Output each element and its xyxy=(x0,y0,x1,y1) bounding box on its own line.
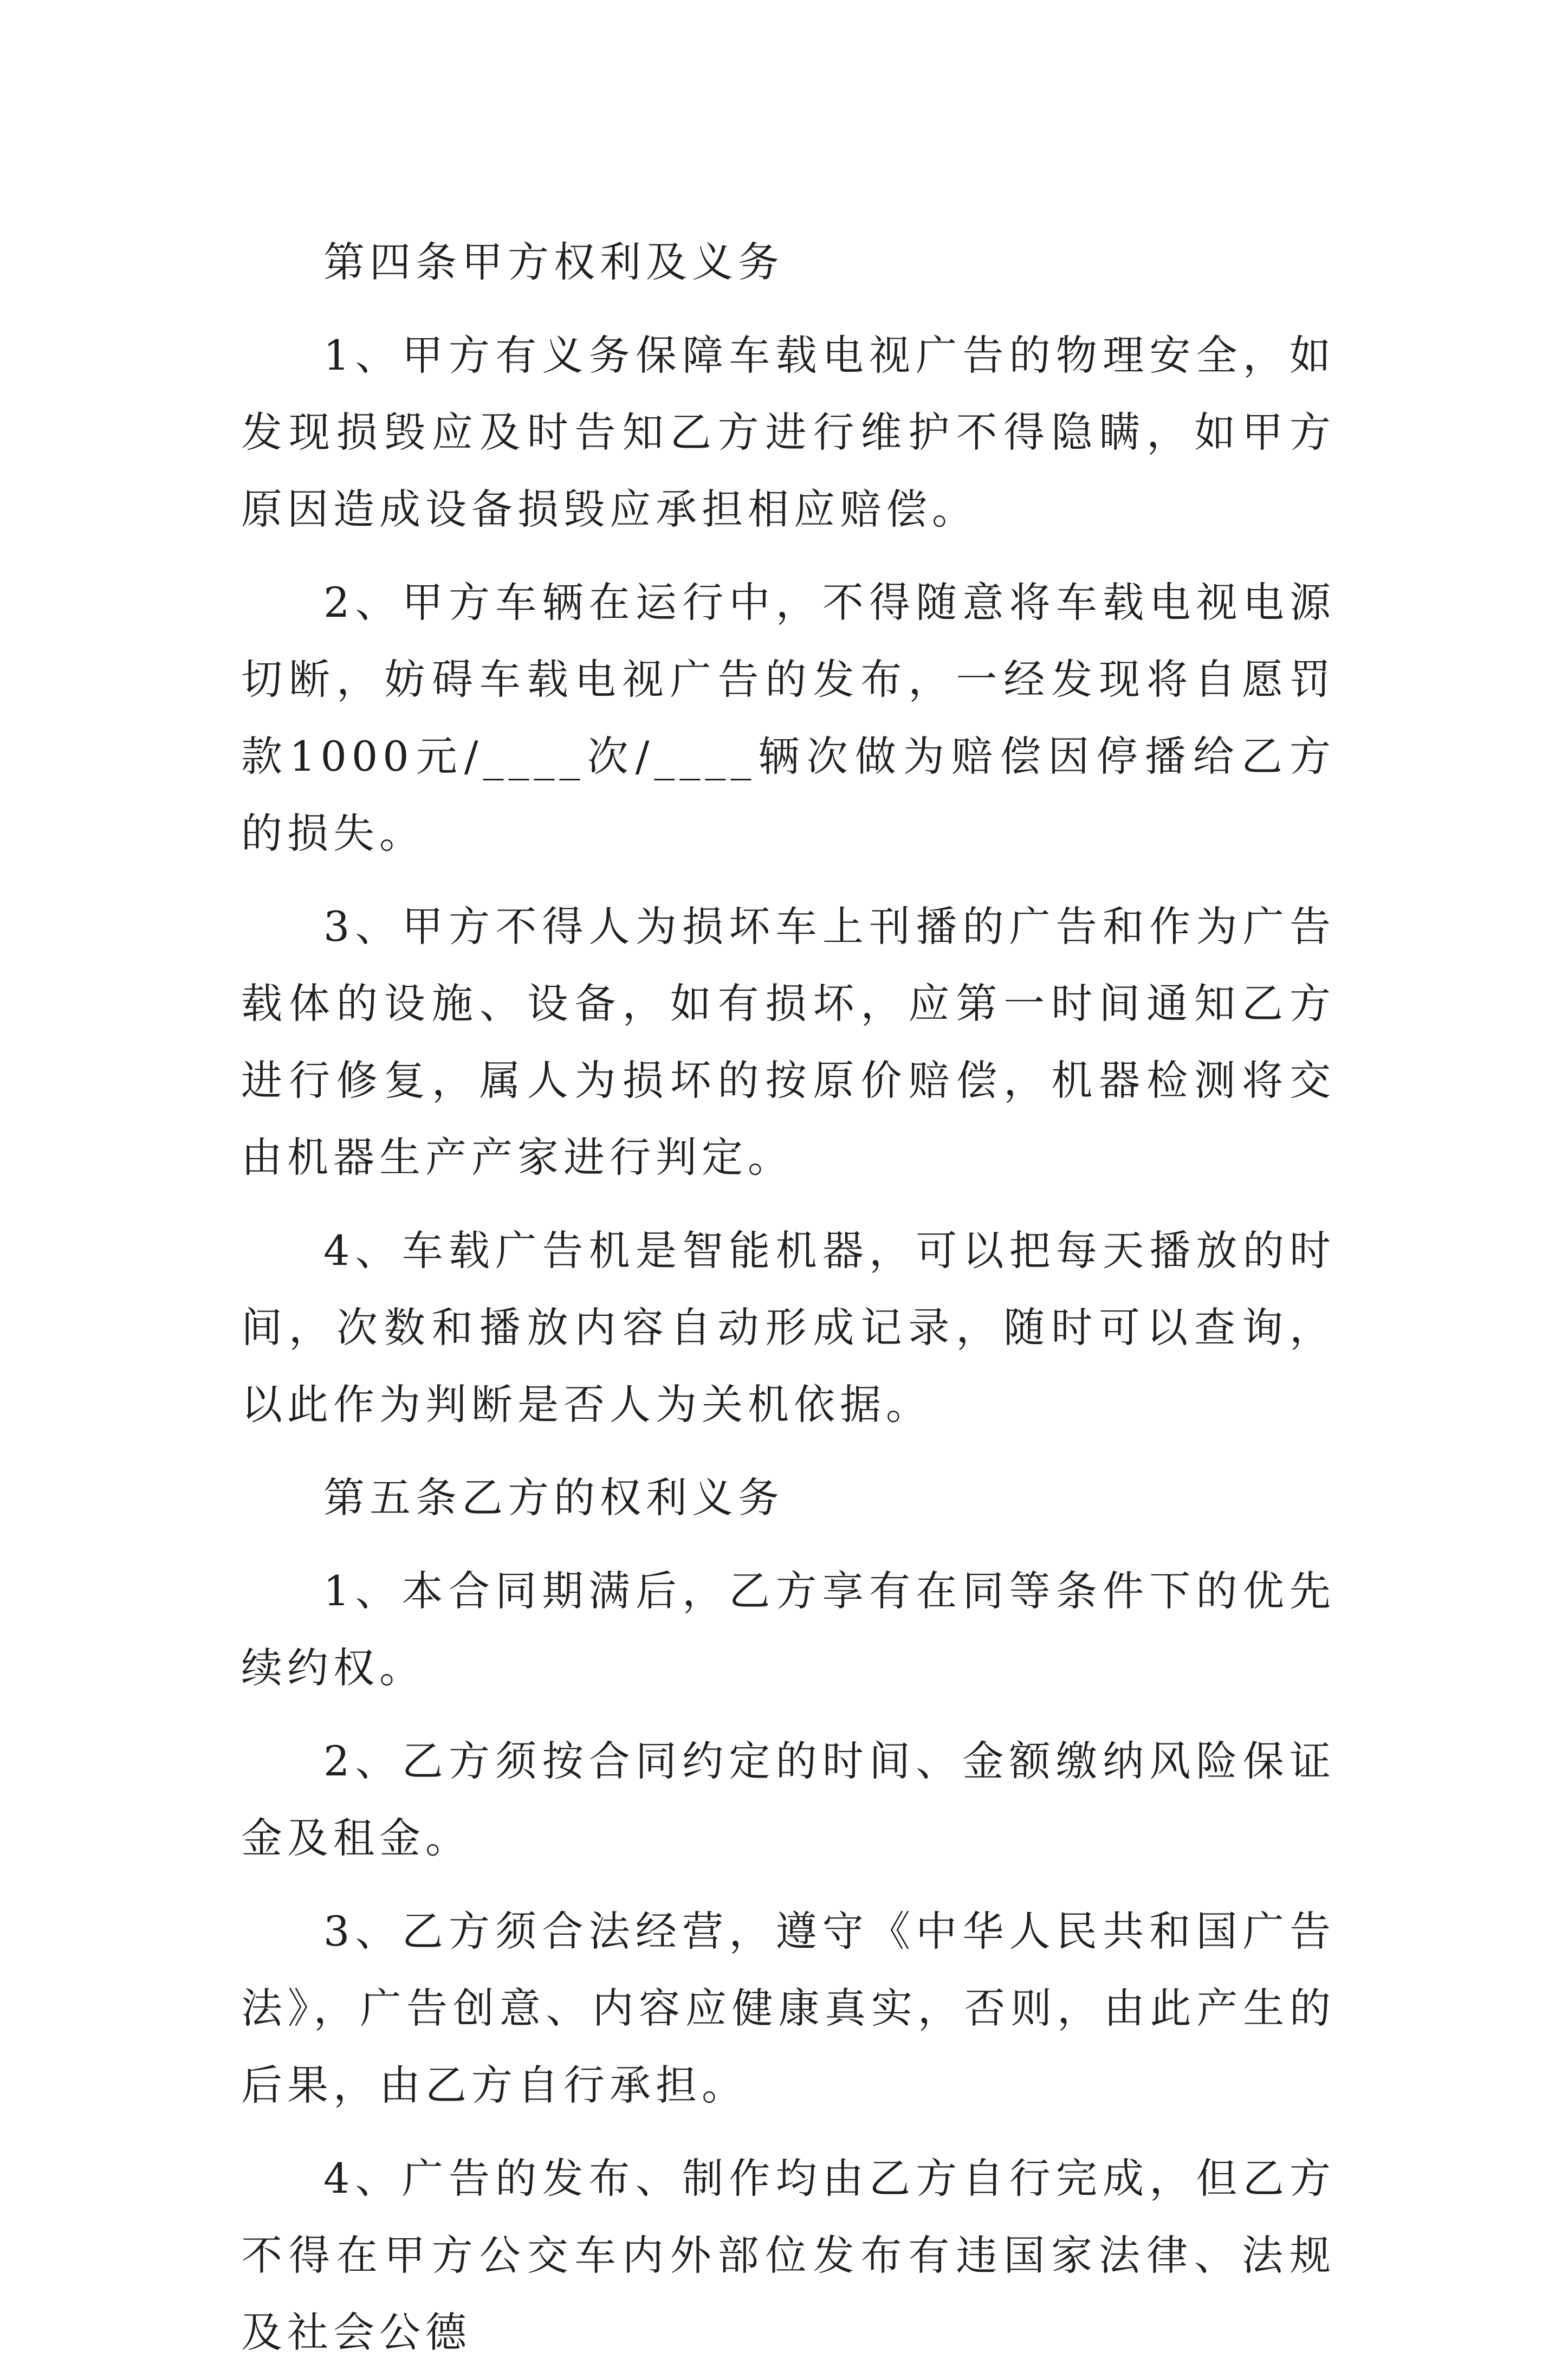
clause-paragraph: 4、广告的发布、制作均由乙方自行完成，但乙方不得在甲方公交车内外部位发布有违国家法律、法规及社会公德 xyxy=(241,2154,1336,2356)
document-body xyxy=(241,208,1336,2371)
clause-paragraph: 2、乙方须按合同约定的时间、金额缴纳风险保证金及租金。 xyxy=(241,1737,1336,1862)
section-heading-article-5: 第五条乙方的权利义务 xyxy=(323,1474,784,1522)
clause-paragraph: 1、甲方有义务保障车载电视广告的物理安全，如发现损毁应及时告知乙方进行维护不得隐瞒，如甲方原因造成设备损毁应承担相应赔偿。 xyxy=(241,331,1336,533)
clause-paragraph: 4、车载广告机是智能机器，可以把每天播放的时间，次数和播放内容自动形成记录，随时可以查询，以此作为判断是否人为关机依据。 xyxy=(241,1226,1336,1429)
clause-paragraph: 1、本合同期满后，乙方享有在同等条件下的优先续约权。 xyxy=(241,1567,1336,1692)
clause-paragraph: 2、甲方车辆在运行中，不得随意将车载电视电源切断，妨碍车载电视广告的发布，一经发现将自愿罚款1000元/____次/____辆次做为赔偿因停播给乙方的损失。 xyxy=(241,578,1336,857)
section-heading-article-4: 第四条甲方权利及义务 xyxy=(323,238,784,286)
clause-paragraph: 3、甲方不得人为损坏车上刊播的广告和作为广告载体的设施、设备，如有损坏，应第一时间通知乙方进行修复，属人为损坏的按原价赔偿，机器检测将交由机器生产产家进行判定。 xyxy=(241,902,1336,1181)
clause-paragraph: 3、乙方须合法经营，遵守《中华人民共和国广告法》，广告创意、内容应健康真实，否则，由此产生的后果，由乙方自行承担。 xyxy=(241,1907,1336,2109)
